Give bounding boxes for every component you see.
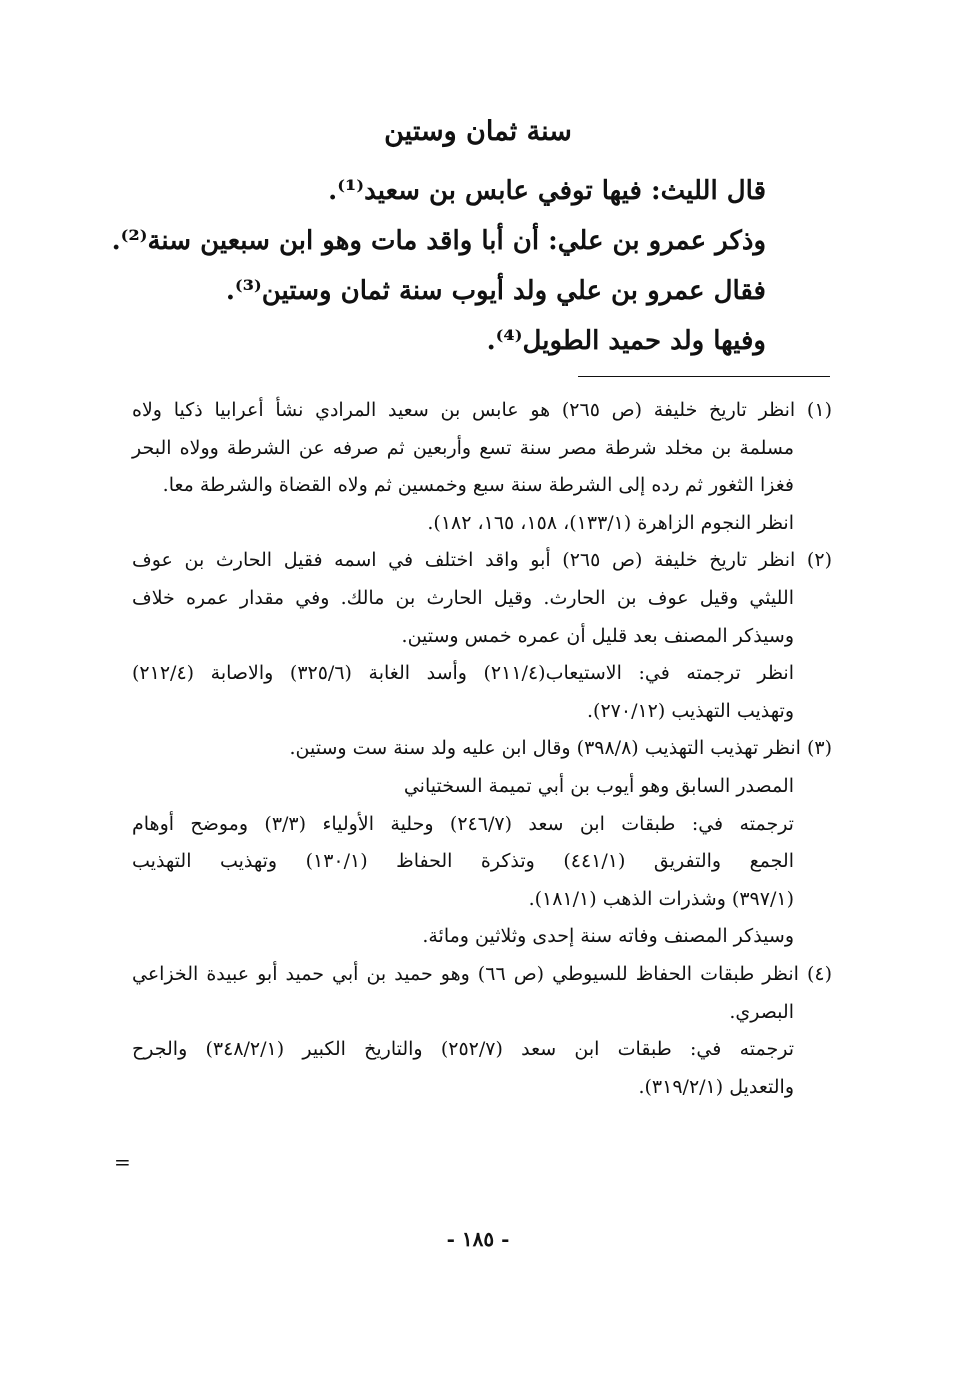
footnote-line: مسلمة بن مخلد شرطة مصر سنة تسع وأربعين ثم صرفه عن الشرطة وولاه البحر xyxy=(132,436,794,459)
page-heading: سنة ثمان وستين xyxy=(384,116,572,147)
footnote-line: (٣٩٧/١) وشذرات الذهب (١٨١/١). xyxy=(528,887,794,910)
footnote-line: وسيذكر المصنف بعد قليل أن عمره خمس وستين. xyxy=(401,624,794,647)
footnote-separator xyxy=(578,376,830,377)
main-line: فقال عمرو بن علي ولد أيوب سنة ثمان وستين⁽³⁾. xyxy=(225,276,766,306)
footnote-line: وتهذيب التهذيب (٢٧٠/١٢). xyxy=(587,699,794,722)
footnote-line: انظر النجوم الزاهرة (١٣٣/١)، ١٥٨، ١٦٥، ١٨٢). xyxy=(427,511,794,534)
main-line: وفيها ولد حميد الطويل⁽⁴⁾. xyxy=(486,326,766,356)
footnote-line: ترجمته في: طبقات ابن سعد (٢٥٢/٧) والتاريخ الكبير (٣٤٨/٢/١) والجرح xyxy=(132,1038,794,1061)
footnote-line: (٢) انظر تاريخ خليفة (ص ٢٦٥) أبو واقد اختلف في اسمه فقيل الحارث بن عوف xyxy=(132,549,832,572)
footnote-line: المصدر السابق وهو أيوب بن أبي تميمة السختياني xyxy=(403,774,794,797)
footnote-line: ترجمته في: طبقات ابن سعد (٢٤٦/٧) وحلية الأولياء (٣/٣) وموضح أوهام xyxy=(132,812,794,835)
footnote-line: (٣) انظر تهذيب التهذيب (٣٩٨/٨) وقال ابن عليه ولد سنة ست وستين. xyxy=(289,737,832,760)
footnote-line: وسيذكر المصنف وفاته سنة إحدى وثلاثين ومائة. xyxy=(422,925,794,948)
footnote-line: البصري. xyxy=(729,1000,794,1023)
footnote-line: (١) انظر تاريخ خليفة (ص ٢٦٥) هو عابس بن سعيد المرادي نشأ أعرابيا ذكيا ولاه xyxy=(132,399,832,421)
footnote-line: انظر ترجمته في: الاستيعاب(٢١١/٤) وأسد الغابة (٣٢٥/٦) والاصابة (٢١٢/٤) xyxy=(132,662,794,685)
main-line: وذكر عمرو بن علي: أن أبا واقد مات وهو ابن سبعين سنة⁽²⁾. xyxy=(111,226,766,256)
footnote-line: فغزا الثغور ثم رده إلى الشرطة سنة سبع وخمسين ثم ولاه القضاة والشرطة معا. xyxy=(162,474,794,497)
main-line: قال الليث: فيها توفي عابس بن سعيد⁽¹⁾. xyxy=(328,176,766,206)
footnote-line: الليثي وقيل عوف بن الحارث. وقيل الحارث بن مالك. وفي مقدار عمره خلاف xyxy=(132,586,794,609)
continuation-mark: = xyxy=(114,1150,131,1174)
page-number: - ١٨٥ - xyxy=(446,1227,510,1251)
footnote-line: الجمع والتفريق (٤٤١/١) وتذكرة الحفاظ (١٣٠/١) وتهذيب التهذيب xyxy=(132,850,794,873)
footnote-line: (٤) انظر طبقات الحفاظ للسيوطي (ص ٦٦) وهو حميد بن أبي حميد أبو عبيدة الخزاعي xyxy=(132,962,833,985)
footnotes xyxy=(132,392,832,1106)
main-text xyxy=(111,166,766,366)
footnote-line: والتعديل (٣١٩/٢/١). xyxy=(638,1075,794,1098)
